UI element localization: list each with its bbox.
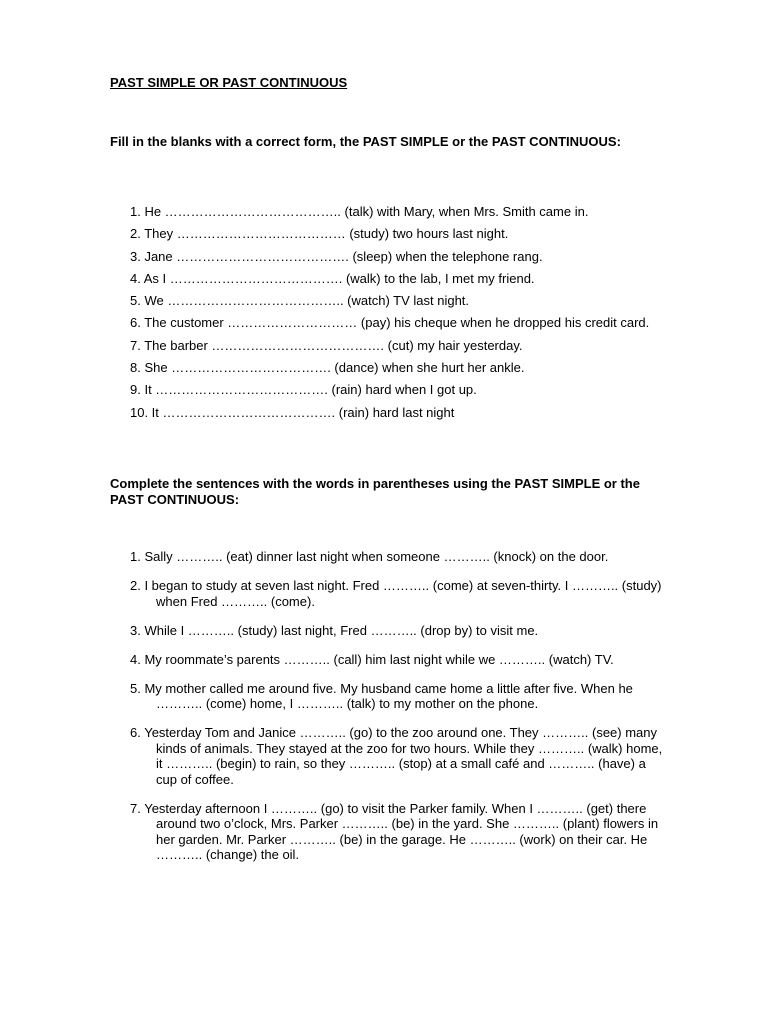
page-title: PAST SIMPLE OR PAST CONTINUOUS (110, 75, 348, 90)
exercise-item: 2. I began to study at seven last night. Fred ……….. (come) at seven-thirty. I ……….. (study) when Fred ……….. (come). (130, 578, 662, 609)
exercise-item: 4. My roommate’s parents ……….. (call) him last night while we ……….. (watch) TV. (130, 651, 614, 667)
exercise-item: 5. My mother called me around five. My husband came home a little after five. When he ……….. (come) home, I ……….. (talk) to my mother on the phone. (130, 680, 633, 711)
exercise-item: 7. The barber …………………………………. (cut) my hair yesterday. (130, 337, 523, 353)
exercise-item: 6. The customer ………………………… (pay) his cheque when he dropped his credit card. (130, 315, 650, 331)
exercise-item: 8. She ………………………………. (dance) when she hurt her ankle. (130, 360, 525, 376)
section1-exercise-list (130, 204, 670, 427)
exercise-item: 3. Jane …………………………………. (sleep) when the telephone rang. (130, 248, 543, 264)
exercise-item: 3. While I ……….. (study) last night, Fred ……….. (drop by) to visit me. (130, 622, 539, 638)
exercise-item: 1. He ………………………………….. (talk) with Mary, when Mrs. Smith came in. (130, 204, 589, 219)
section2-exercise-list (130, 549, 670, 876)
exercise-item: 6. Yesterday Tom and Janice ……….. (go) to the zoo around one. They ……….. (see) many kinds of animals. They stayed at the zoo for two hours. While they ……….. (walk) home, it ……….. (begin) to rain, so they ……….. (stop) at a small café and ……….. (have) a cup of coffee. (130, 725, 663, 787)
exercise-item: 5. We ………………………………….. (watch) TV last night. (130, 293, 470, 309)
exercise-item: 9. It …………………………………. (rain) hard when I got up. (130, 382, 477, 398)
exercise-item: 4. As I …………………………………. (walk) to the lab, I met my friend. (130, 270, 535, 286)
exercise-item: 10. It …………………………………. (rain) hard last night (130, 404, 455, 420)
exercise-item: 7. Yesterday afternoon I ……….. (go) to visit the Parker family. When I ……….. (get) there around two o’clock, Mrs. Parker ……….. (be) in the yard. She ……….. (plant) flowers in her garden. Mr. Parker ……….. (be) in the garage. He ……….. (work) on their car. He ……….. (change) the oil. (130, 800, 659, 862)
section1-instruction: Fill in the blanks with a correct form, the PAST SIMPLE or the PAST CONTINUOUS: (110, 134, 621, 149)
exercise-item: 1. Sally ……….. (eat) dinner last night when someone ……….. (knock) on the door. (130, 549, 609, 564)
section2-instruction: Complete the sentences with the words in parentheses using the PAST SIMPLE or the PAST CONTINUOUS: (110, 476, 640, 507)
exercise-item: 2. They ………………………………… (study) two hours last night. (130, 226, 509, 242)
